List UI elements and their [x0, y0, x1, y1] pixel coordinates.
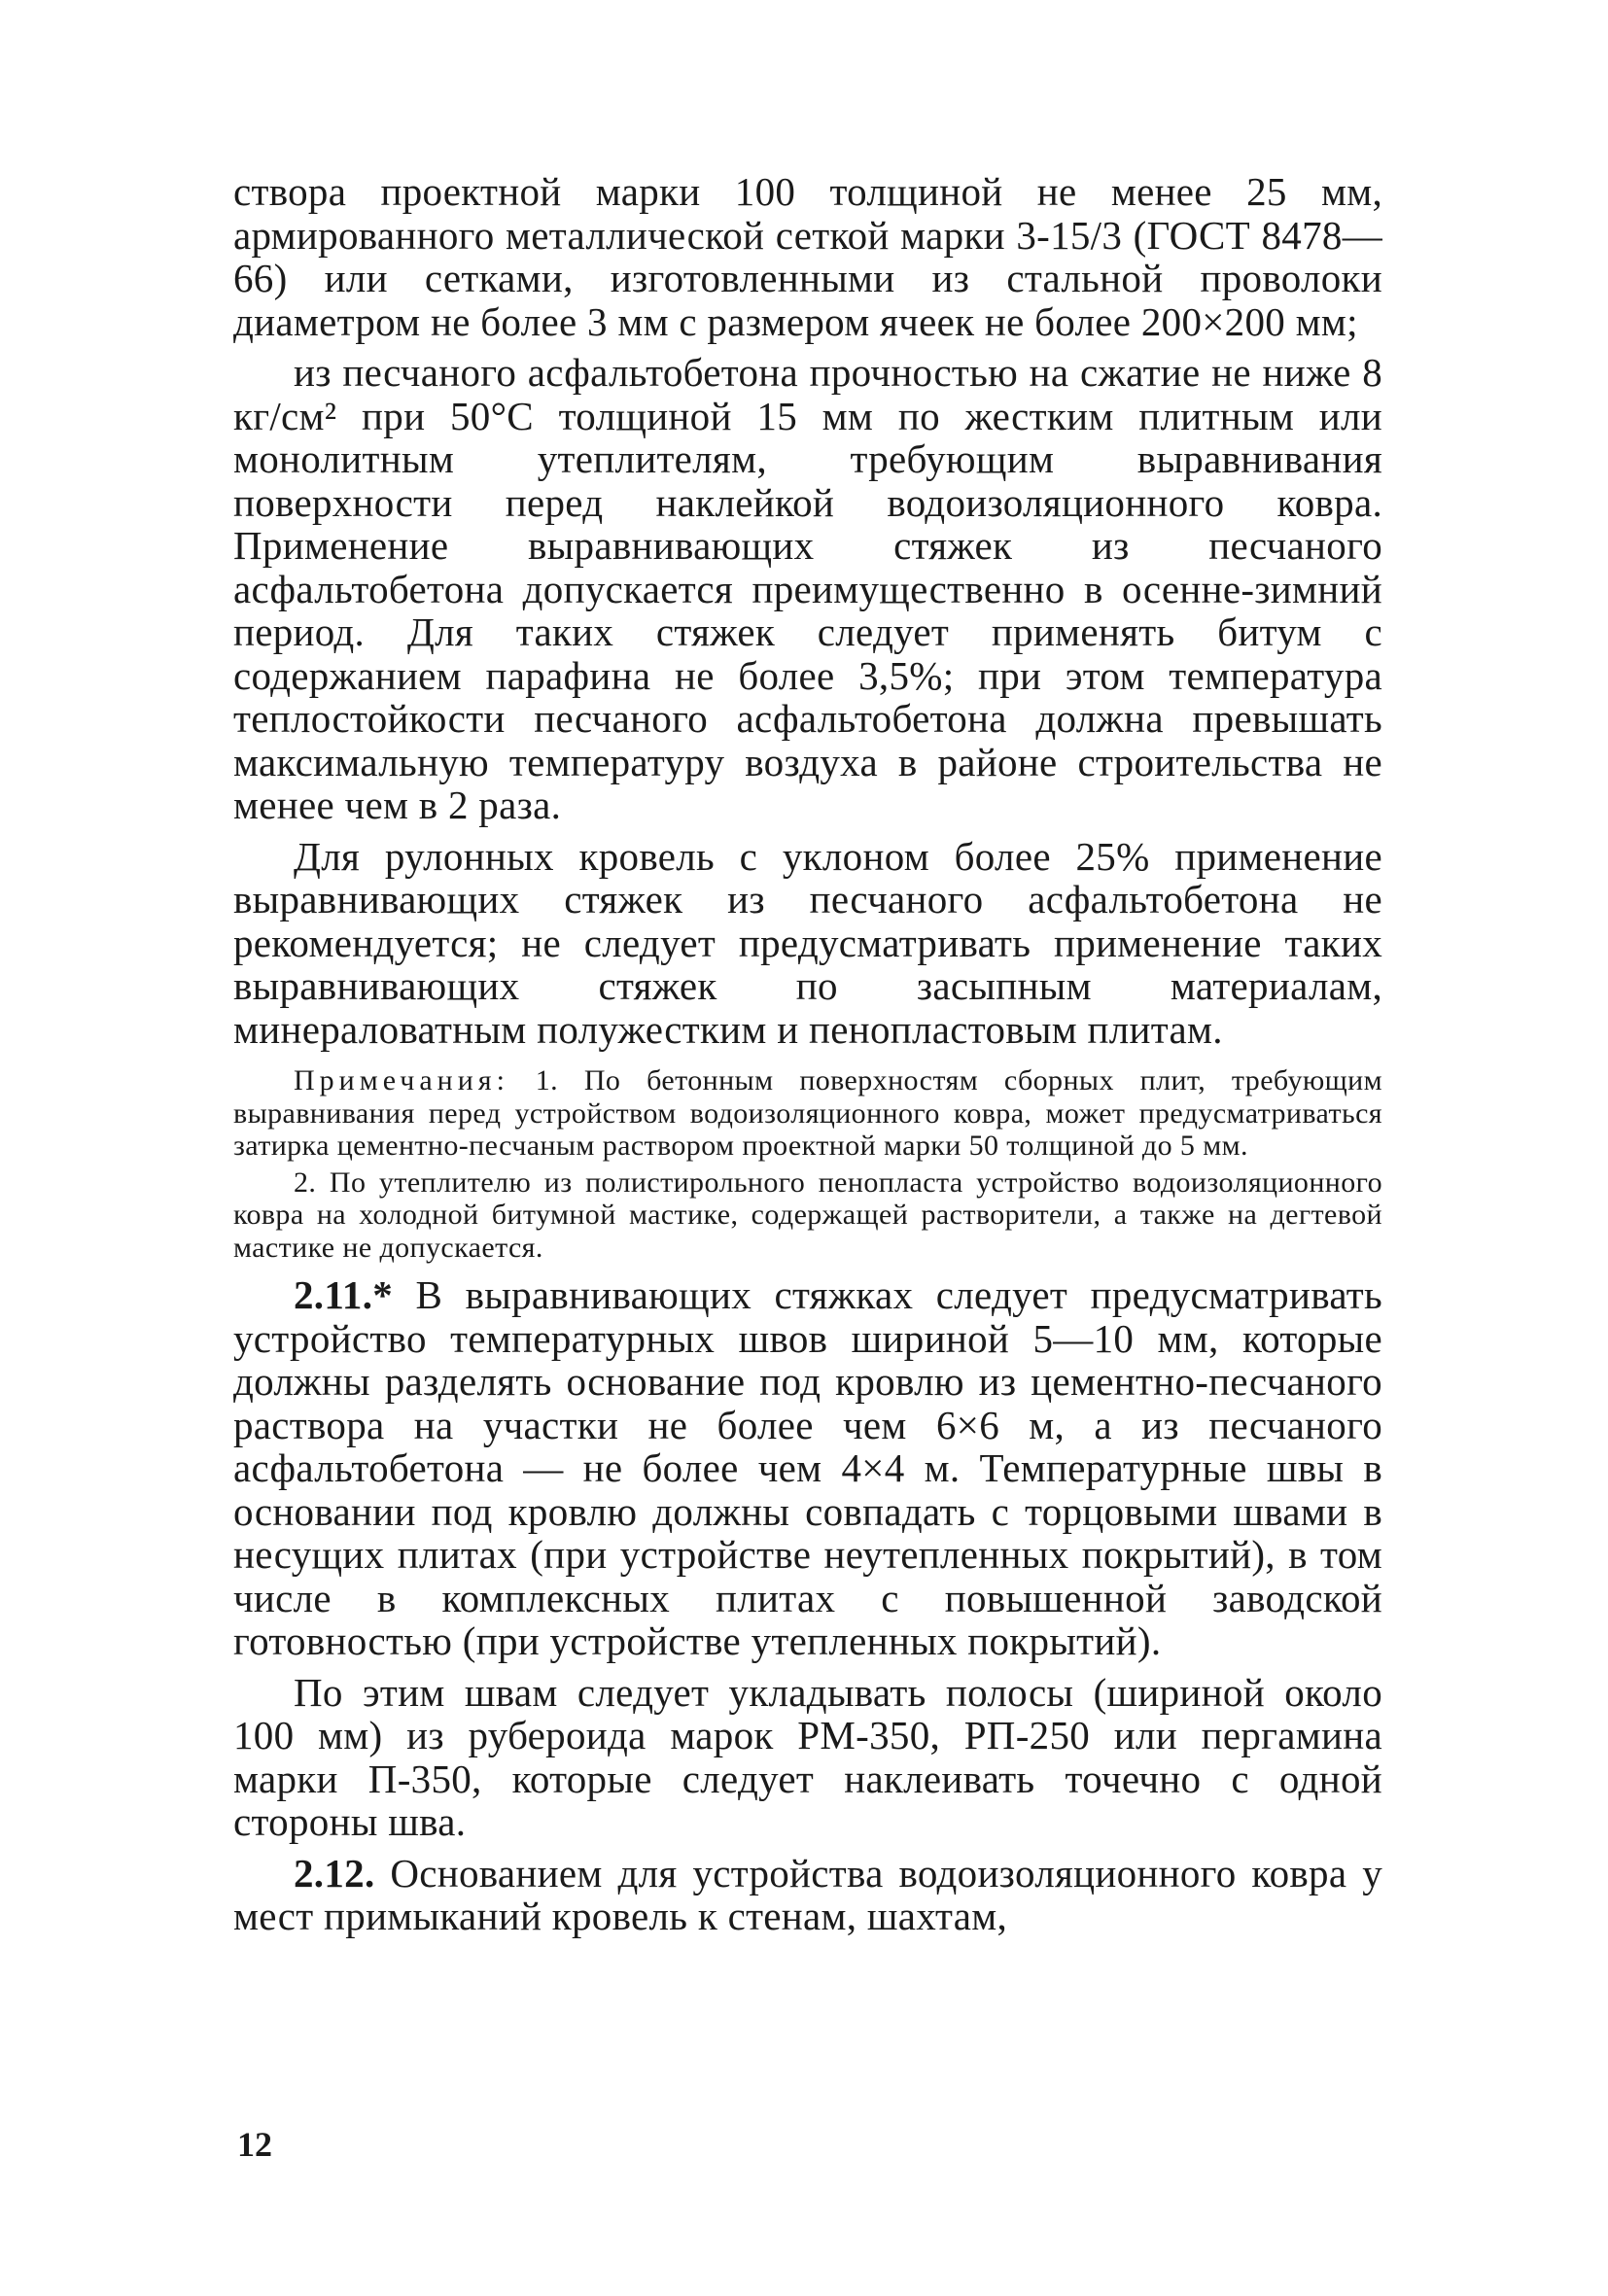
notes-block [233, 1064, 1382, 1264]
notes-title: Примечания: [294, 1064, 509, 1096]
clause-2-11-number: 2.11.* [294, 1272, 394, 1317]
paragraph-screed-mortar: створа проектной марки 100 толщиной не менее 25 мм, армированного металлической сеткой марки 3-15/3 (ГОСТ 8478—66) или сетками, изготовленными из стальной проволоки диаметром не более 3 мм с размером ячеек не более 200×200 мм; [233, 169, 1382, 344]
clause-2-12-number: 2.12. [294, 1850, 375, 1896]
clause-2-12 [233, 1852, 1382, 1938]
clause-2-12-text: Основанием для устройства водоизоляционного ковра у мест примыканий кровель к стенам, шахтам, [233, 1850, 1382, 1938]
page-number: 12 [237, 2125, 272, 2164]
clause-2-11-text: В выравнивающих стяжках следует предусматривать устройство температурных швов шириной 5—10 мм, которые должны разделять основание под кровлю из цементно-песчаного раствора на участки не более чем 6×6 м, а из песчаного асфальтобетона — не более чем 4×4 м. Температурные швы в основании под кровлю должны совпадать с торцовыми швами в несущих плитах (при устройстве неутепленных покрытий), в том числе в комплексных плитах с повышенной заводской готовностью (при устройстве утепленных покрытий). [233, 1272, 1382, 1663]
clause-2-11-continuation: По этим швам следует укладывать полосы (шириной около 100 мм) из рубероида марок РМ-350, РП-250 или пергамина марки П-350, которые следует наклеивать точечно с одной стороны шва. [233, 1669, 1382, 1844]
clause-2-11 [233, 1273, 1382, 1663]
paragraph-sand-asphalt-concrete: из песчаного асфальтобетона прочностью на сжатие не ниже 8 кг/см² при 50°С толщиной 15 мм по жестким плитным или монолитным утеплителям, требующим выравнивания поверхности перед наклейкой водоизоляционного ковра. Применение выравнивающих стяжек из песчаного асфальтобетона допускается преимущественно в осенне-зимний период. Для таких стяжек следует применять битум с содержанием парафина не более 3,5%; при этом температура теплостойкости песчаного асфальтобетона должна превышать максимальную температуру воздуха в районе строительства не менее чем в 2 раза. [233, 350, 1382, 827]
document-page [233, 170, 1382, 1938]
note-text-1: 1. По бетонным поверхностям сборных плит, требующим выравнивания перед устройством водоизоляционного ковра, может предусматриваться затирка цементно-песчаным раствором проектной марки 50 толщиной до 5 мм. [233, 1064, 1382, 1162]
note-item-1 [233, 1064, 1382, 1163]
paragraph-roll-roofing-slope: Для рулонных кровель с уклоном более 25% применение выравнивающих стяжек из песчаного асфальтобетона не рекомендуется; не следует предусматривать применение таких выравнивающих стяжек по засыпным материалам, минераловатным полужестким и пенопластовым плитам. [233, 833, 1382, 1052]
note-item-2: 2. По утеплителю из полистирольного пенопласта устройство водоизоляционного ковра на холодной битумной мастике, содержащей растворители, а также на дегтевой мастике не допускается. [233, 1165, 1382, 1264]
